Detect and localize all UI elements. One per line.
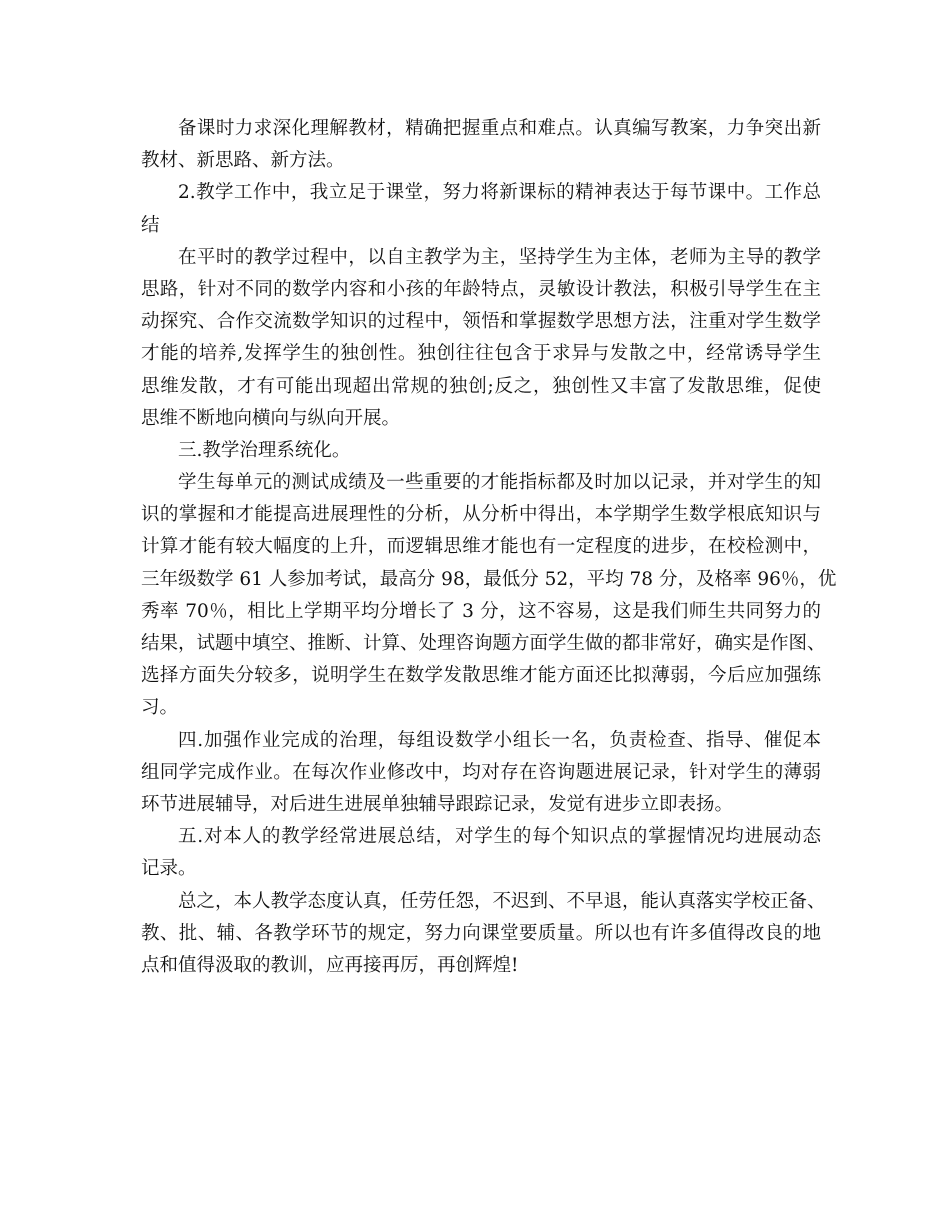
text-line: 备课时力求深化理解教材，精确把握重点和难点。认真编写教案，力争突出新	[178, 118, 821, 139]
text-line: 2.教学工作中，我立足于课堂，努力将新课标的精神表达于每节课中。工作总	[178, 182, 821, 204]
text-line: 四.加强作业完成的治理，每组设数学小组长一名，负责检查、指导、催促本	[178, 729, 821, 751]
text-line: 思维不断地向横向与纵向开展。	[141, 407, 401, 429]
text-line: 学生每单元的测试成绩及一些重要的才能指标都及时加以记录，并对学生的知	[178, 472, 821, 494]
text-line: 教材、新思路、新方法。	[141, 150, 345, 172]
text-line: 识的掌握和才能提高进展理性的分析，从分析中得出，本学期学生数学根底知识与	[141, 504, 821, 526]
text-line: 动探究、合作交流数学知识的过程中，领悟和掌握数学思想方法，注重对学生数学	[141, 311, 821, 333]
text-line: 记录。	[141, 858, 197, 880]
text-line: 计算才能有较大幅度的上升，而逻辑思维才能也有一定程度的进步，在校检测中，	[141, 536, 821, 558]
text-line: 点和值得汲取的教训，应再接再厉，再创辉煌!	[141, 954, 519, 976]
text-line: 三.教学治理系统化。	[178, 439, 351, 461]
text-line: 才能的培养,发挥学生的独创性。独创往往包含于求异与发散之中，经常诱导学生	[141, 343, 821, 365]
text-line: 三年级数学 61 人参加考试，最高分 98，最低分 52，平均 78 分，及格率 96％，优	[141, 568, 837, 590]
text-line: 环节进展辅导，对后进生进展单独辅导跟踪记录，发觉有进步立即表扬。	[141, 793, 734, 815]
text-line: 五.对本人的教学经常进展总结，对学生的每个知识点的掌握情况均进展动态	[178, 826, 821, 848]
text-line: 结果，试题中填空、推断、计算、处理咨询题方面学生做的都非常好，确实是作图、	[141, 633, 826, 654]
document-page	[141, 113, 837, 982]
text-line: 教、批、辅、各教学环节的规定，努力向课堂要质量。所以也有许多值得改良的地	[141, 922, 821, 944]
text-line: 习。	[141, 697, 179, 719]
text-line: 秀率 70％，相比上学期平均分增长了 3 分，这不容易，这是我们师生共同努力的	[141, 600, 821, 622]
text-line: 选择方面失分较多，说明学生在数学发散思维才能方面还比拟薄弱，今后应加强练	[141, 665, 821, 687]
text-line: 思路，针对不同的数学内容和小孩的年龄特点，灵敏设计教法，积极引导学生在主	[141, 278, 821, 300]
text-line: 在平时的教学过程中，以自主教学为主，坚持学生为主体，老师为主导的教学	[178, 246, 821, 268]
text-line: 思维发散，才有可能出现超出常规的独创;反之，独创性又丰富了发散思维，促使	[141, 375, 821, 397]
text-line: 总之，本人教学态度认真，任劳任怨，不迟到、不早退，能认真落实学校正备、	[178, 890, 826, 912]
text-line: 组同学完成作业。在每次作业修改中，均对存在咨询题进展记录，针对学生的薄弱	[141, 761, 821, 783]
text-line: 结	[141, 214, 160, 236]
